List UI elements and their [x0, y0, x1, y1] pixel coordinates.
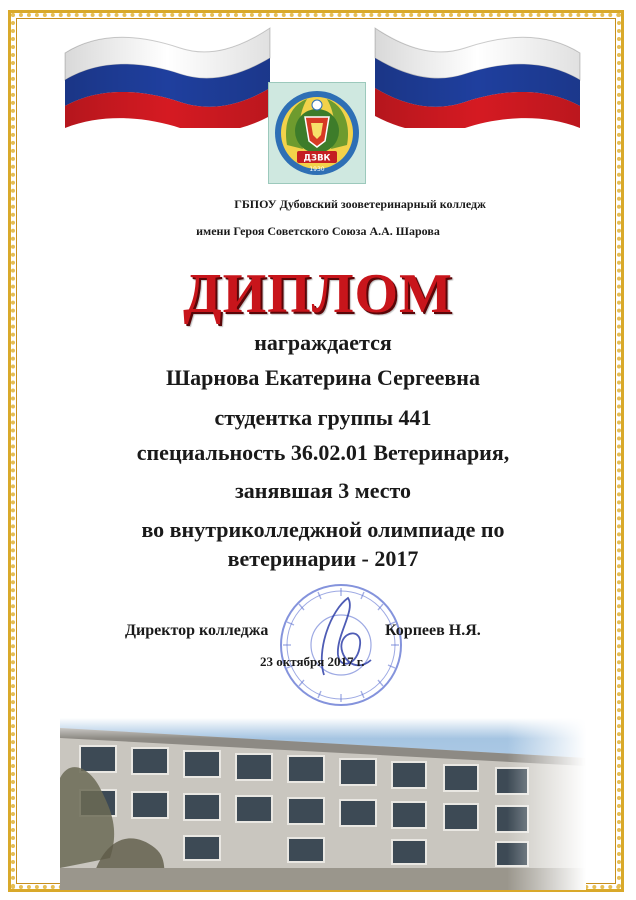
organization-name-line2: имени Героя Советского Союза А.А. Шарова [196, 224, 440, 238]
recipient-specialty: специальность 36.02.01 Ветеринария, [136, 440, 510, 465]
signatory-name: Корпеев Н.Я. [385, 622, 481, 639]
recipient-group: студентка группы 441 [214, 405, 432, 430]
signatory-position: Директор колледжа [125, 622, 269, 639]
diploma-title: ДИПЛОМ [183, 263, 453, 325]
event-line2: ветеринарии - 2017 [227, 546, 419, 571]
college-emblem [268, 82, 366, 184]
emblem-year: 1930 [309, 166, 325, 173]
event-line1: во внутриколледжной олимпиаде по [141, 517, 505, 542]
russian-flag-right [370, 18, 585, 128]
organization-name-line1: ГБПОУ Дубовский зооветеринарный колледж [234, 197, 486, 211]
achievement-place: занявшая 3 место [234, 478, 412, 503]
college-building-photo [60, 718, 586, 890]
college-logo-icon [269, 83, 365, 183]
awarded-text: награждается [254, 330, 392, 355]
recipient-name: Шарнова Екатерина Сергеевна [166, 365, 480, 390]
russian-flag-left [60, 18, 275, 128]
emblem-abbreviation: ДЗВК [303, 153, 331, 164]
issue-date: 23 октября 2017 г. [260, 654, 365, 669]
official-stamp [276, 580, 406, 710]
